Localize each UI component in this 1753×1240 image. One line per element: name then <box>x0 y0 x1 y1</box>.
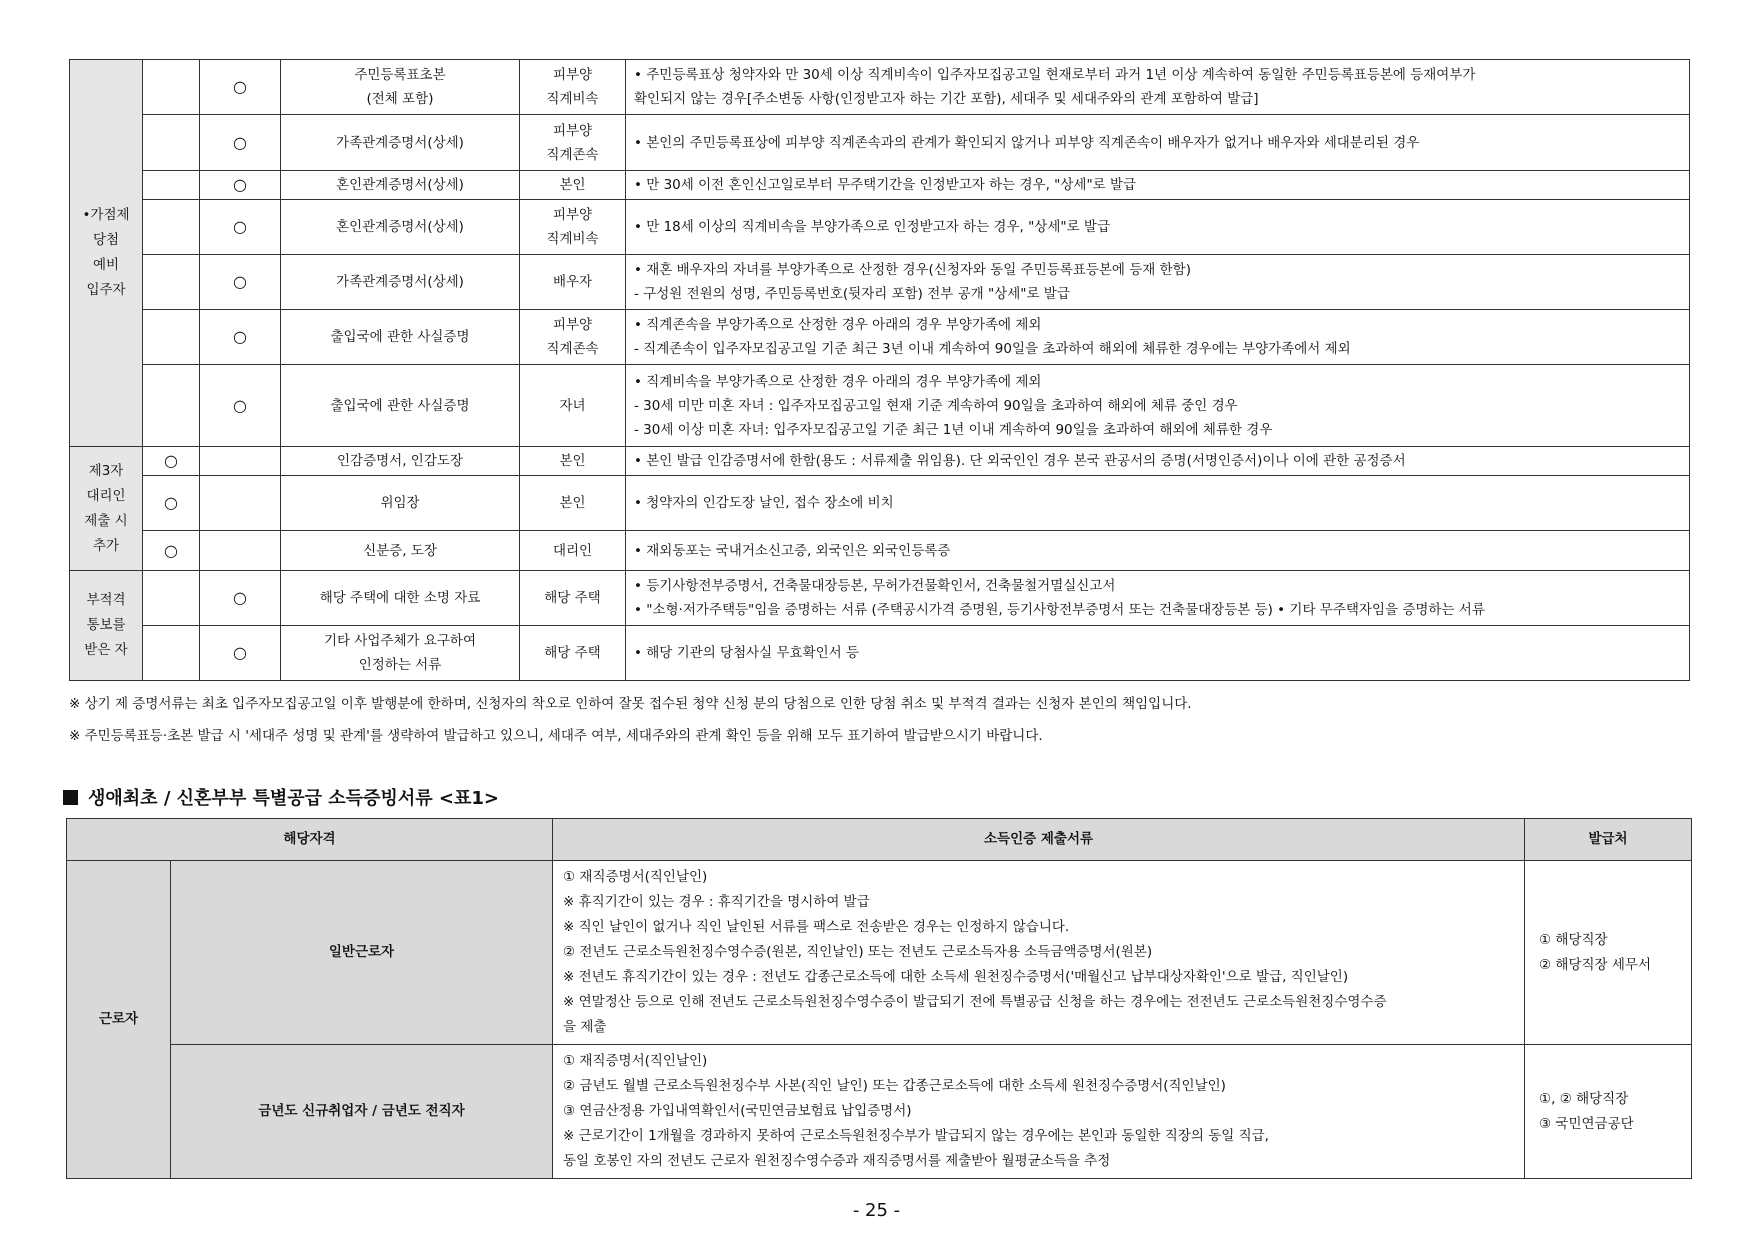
target-person: 배우자 <box>520 255 626 310</box>
footnote: ※ 주민등록표등·초본 발급 시 '세대주 성명 및 관계'를 생략하여 발급하고 있으니, 세대주 여부, 세대주와의 관계 확인 등을 위해 모두 표기하여 발급받으시기 바랍니다. <box>69 728 1043 744</box>
target-person: 본인 <box>520 171 626 200</box>
category-label: 일반근로자 <box>171 861 553 1045</box>
target-person: 피부양 직계비속 <box>520 60 626 115</box>
table-row <box>70 447 1690 476</box>
required-mark: ○ <box>143 476 200 531</box>
document-name: 혼인관계증명서(상세) <box>281 171 520 200</box>
required-mark: ○ <box>200 200 281 255</box>
document-note: • 직계비속을 부양가족으로 산정한 경우 아래의 경우 부양가족에 제외 - 30세 미만 미혼 자녀 : 입주자모집공고일 현재 기준 계속하여 90일을 초과하여 해외에 체류 중인 경우 - 30세 이상 미혼 자녀: 입주자모집공고일 기준 최근 1년 이내 계속하여 90일을 초과하여 해외에 체류한 경우 <box>626 365 1690 447</box>
issuer: ①, ② 해당직장 ③ 국민연금공단 <box>1525 1045 1692 1179</box>
table-row <box>70 310 1690 365</box>
document-note: • 본인 발급 인감증명서에 한함(용도 : 서류제출 위임용). 단 외국인인 경우 본국 관공서의 증명(서명인증서)이나 이에 관한 공정증서 <box>626 447 1690 476</box>
table-row <box>70 200 1690 255</box>
footnote: ※ 상기 제 증명서류는 최초 입주자모집공고일 이후 발행분에 한하며, 신청자의 착오로 인하여 잘못 접수된 청약 신청 분의 당첨으로 인한 당첨 취소 및 부적격 결과는 신청자 본인의 책임입니다. <box>69 696 1192 712</box>
document-name: 인감증명서, 인감도장 <box>281 447 520 476</box>
document-name: 위임장 <box>281 476 520 531</box>
document-note: • 본인의 주민등록표상에 피부양 직계존속과의 관계가 확인되지 않거나 피부양 직계존속이 배우자가 없거나 배우자와 세대분리된 경우 <box>626 115 1690 171</box>
required-mark: ○ <box>143 531 200 571</box>
table-header-row <box>67 819 1692 861</box>
required-mark: ○ <box>200 365 281 447</box>
document-name: 주민등록표초본 (전체 포함) <box>281 60 520 115</box>
target-person: 해당 주택 <box>520 571 626 626</box>
document-name: 가족관계증명서(상세) <box>281 115 520 171</box>
required-mark: ○ <box>200 115 281 171</box>
required-mark: ○ <box>200 171 281 200</box>
document-note: • 만 30세 이전 혼인신고일로부터 무주택기간을 인정받고자 하는 경우, "상세"로 발급 <box>626 171 1690 200</box>
column-header: 소득인증 제출서류 <box>553 819 1525 861</box>
required-mark: ○ <box>200 310 281 365</box>
document-note: • 재혼 배우자의 자녀를 부양가족으로 산정한 경우(신청자와 동일 주민등록표등본에 등재 한함) - 구성원 전원의 성명, 주민등록번호(뒷자리 포함) 전부 공개 "상세"로 발급 <box>626 255 1690 310</box>
target-person: 피부양 직계존속 <box>520 310 626 365</box>
target-person: 자녀 <box>520 365 626 447</box>
group-label-unqualified: 부적격 통보를 받은 자 <box>70 571 143 681</box>
document-note: • 만 18세 이상의 직계비속을 부양가족으로 인정받고자 하는 경우, "상세"로 발급 <box>626 200 1690 255</box>
table-row <box>70 365 1690 447</box>
table-row <box>70 571 1690 626</box>
document-note: • 주민등록표상 청약자와 만 30세 이상 직계비속이 입주자모집공고일 현재로부터 과거 1년 이상 계속하여 동일한 주민등록표등본에 등재여부가 확인되지 않는 경우[주소변동 사항(인정받고자 하는 기간 포함), 세대주 및 세대주와의 관계 포함하여 발급] <box>626 60 1690 115</box>
square-bullet-icon <box>63 790 78 805</box>
table-row <box>70 115 1690 171</box>
document-name: 가족관계증명서(상세) <box>281 255 520 310</box>
required-documents-table <box>69 59 1690 681</box>
document-name: 출입국에 관한 사실증명 <box>281 365 520 447</box>
table-row <box>70 255 1690 310</box>
page-number: - 25 - <box>852 1200 901 1221</box>
table-row <box>70 171 1690 200</box>
document-list: ① 재직증명서(직인날인) ※ 휴직기간이 있는 경우 : 휴직기간을 명시하여 발급 ※ 직인 날인이 없거나 직인 날인된 서류를 팩스로 전송받은 경우는 인정하지 않습니다. ② 전년도 근로소득원천징수영수증(원본, 직인날인) 또는 전년도 근로소득자용 소득금액증명서(원본) ※ 전년도 휴직기간이 있는 경우 : 전년도 갑종근로소득에 대한 소득세 원천징수증명서('매월신고 납부대상자확인'으로 발급, 직인날인) ※ 연말정산 등으로 인해 전년도 근로소득원천징수영수증이 발급되기 전에 특별공급 신청을 하는 경우에는 전전년도 근로소득원천징수영수증 을 제출 <box>553 861 1525 1045</box>
document-note: • 등기사항전부증명서, 건축물대장등본, 무허가건물확인서, 건축물철거멸실신고서 • "소형·저가주택등"임을 증명하는 서류 (주택공시가격 증명원, 등기사항전부증명서 또는 건축물대장등본 등) • 기타 무주택자임을 증명하는 서류 <box>626 571 1690 626</box>
document-note: • 해당 기관의 당첨사실 무효확인서 등 <box>626 626 1690 681</box>
document-list: ① 재직증명서(직인날인) ② 금년도 월별 근로소득원천징수부 사본(직인 날인) 또는 갑종근로소득에 대한 소득세 원천징수증명서(직인날인) ③ 연금산정용 가입내역확인서(국민연금보험료 납입증명서) ※ 근로기간이 1개월을 경과하지 못하여 근로소득원천징수부가 발급되지 않는 경우에는 본인과 동일한 직장의 동일 직급, 동일 호봉인 자의 전년도 근로자 원천징수영수증과 재직증명서를 제출받아 월평균소득을 추정 <box>553 1045 1525 1179</box>
table-row <box>70 626 1690 681</box>
required-mark: ○ <box>200 571 281 626</box>
target-person: 본인 <box>520 476 626 531</box>
target-person: 피부양 직계비속 <box>520 200 626 255</box>
table-row <box>70 531 1690 571</box>
required-mark: ○ <box>200 60 281 115</box>
column-header: 해당자격 <box>67 819 553 861</box>
table-row <box>70 60 1690 115</box>
table-row <box>67 1045 1692 1179</box>
document-name: 신분증, 도장 <box>281 531 520 571</box>
income-documents-table <box>66 818 1692 1179</box>
table-row <box>70 476 1690 531</box>
column-header: 발급처 <box>1525 819 1692 861</box>
required-mark: ○ <box>143 447 200 476</box>
document-name: 기타 사업주체가 요구하여 인정하는 서류 <box>281 626 520 681</box>
document-note: • 직계존속을 부양가족으로 산정한 경우 아래의 경우 부양가족에 제외 - 직계존속이 입주자모집공고일 기준 최근 3년 이내 계속하여 90일을 초과하여 해외에 체류한 경우에는 부양가족에서 제외 <box>626 310 1690 365</box>
document-note: • 청약자의 인감도장 날인, 접수 장소에 비치 <box>626 476 1690 531</box>
section-title: 생애최초 / 신혼부부 특별공급 소득증빙서류 <표1> <box>63 784 499 810</box>
group-label-worker: 근로자 <box>67 861 171 1179</box>
target-person: 대리인 <box>520 531 626 571</box>
required-mark: ○ <box>200 626 281 681</box>
target-person: 해당 주택 <box>520 626 626 681</box>
issuer: ① 해당직장 ② 해당직장 세무서 <box>1525 861 1692 1045</box>
target-person: 본인 <box>520 447 626 476</box>
category-label: 금년도 신규취업자 / 금년도 전직자 <box>171 1045 553 1179</box>
table-row <box>67 861 1692 1045</box>
document-name: 혼인관계증명서(상세) <box>281 200 520 255</box>
required-mark: ○ <box>200 255 281 310</box>
document-note: • 재외동포는 국내거소신고증, 외국인은 외국인등록증 <box>626 531 1690 571</box>
group-label-spare-winner: •가점제 당첨 예비 입주자 <box>70 60 143 447</box>
group-label-proxy: 제3자 대리인 제출 시 추가 <box>70 447 143 571</box>
document-name: 출입국에 관한 사실증명 <box>281 310 520 365</box>
document-name: 해당 주택에 대한 소명 자료 <box>281 571 520 626</box>
target-person: 피부양 직계존속 <box>520 115 626 171</box>
